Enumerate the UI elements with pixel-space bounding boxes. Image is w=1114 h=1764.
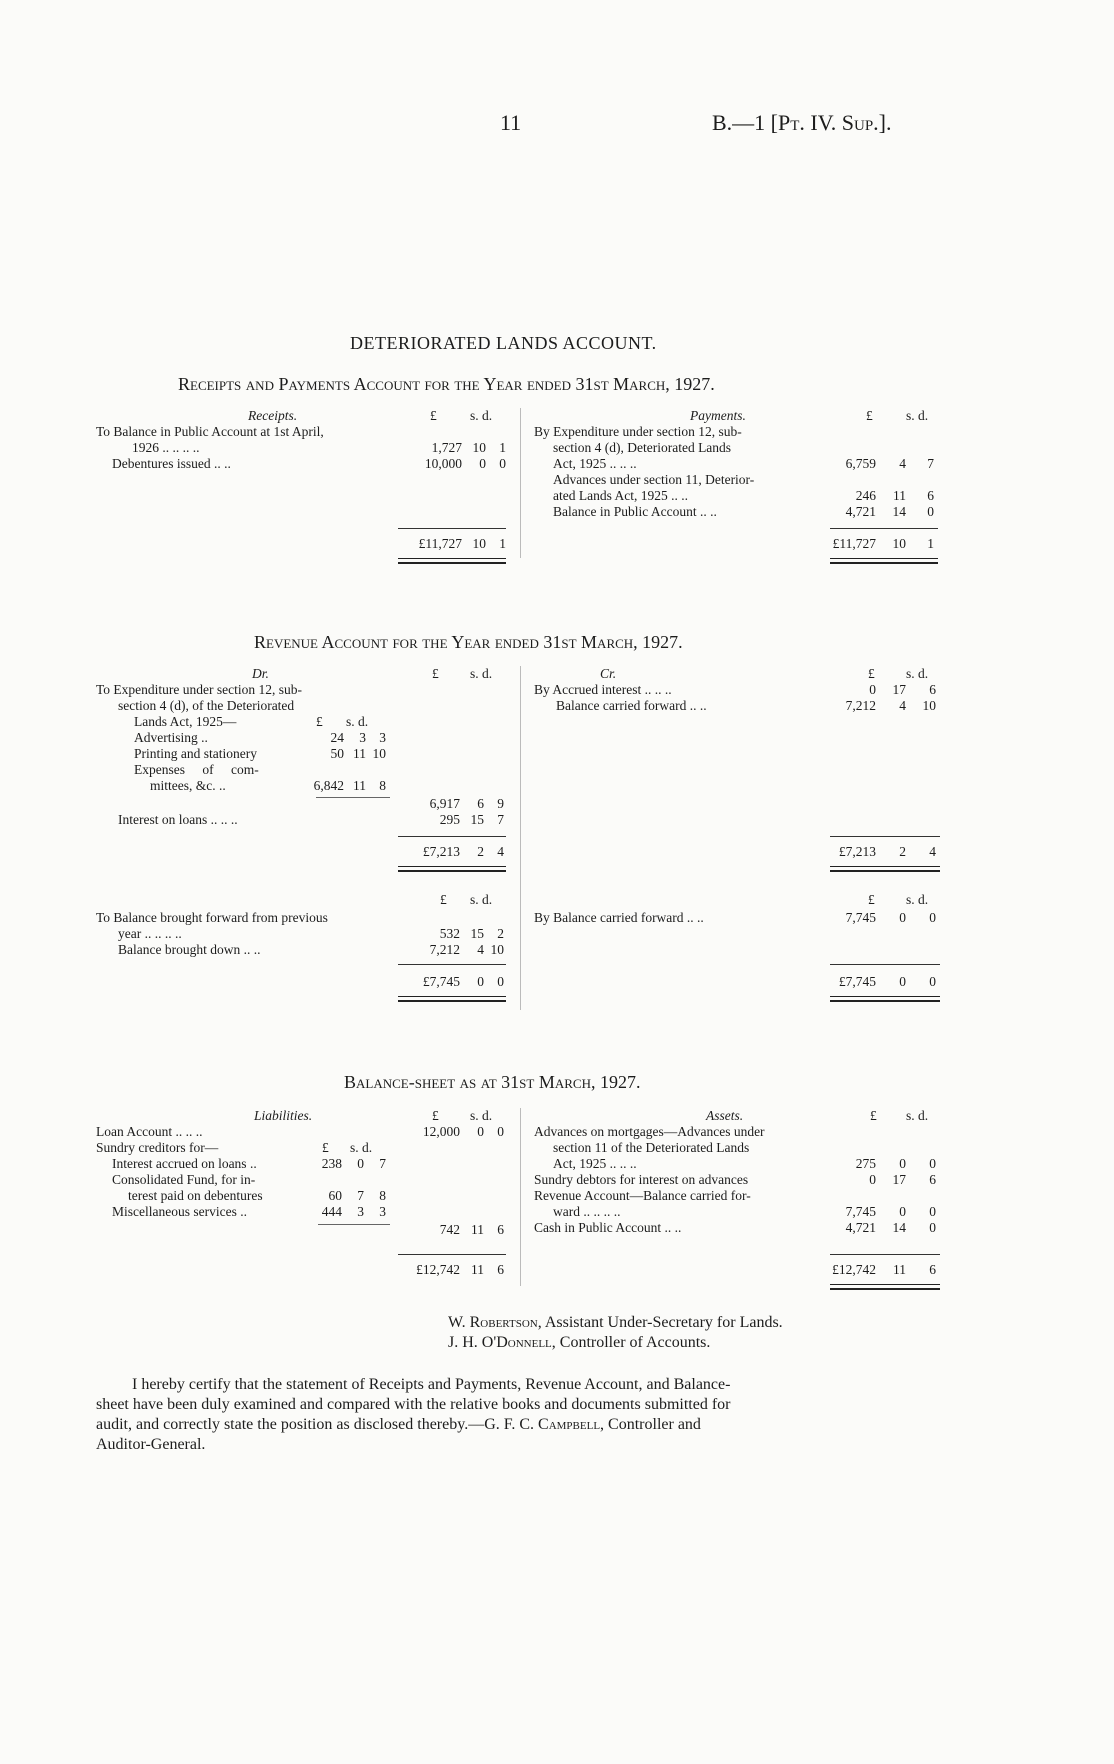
rev-heading: Revenue Account for the Year ended 31st March, 1927. [254,632,683,652]
bs-right-line-6-d: 0 [929,1204,936,1219]
rev-left-line-4-d: 3 [379,730,386,745]
rev-left2-cur-header: £ [440,892,447,907]
rev-right-line-1-s: 17 [892,682,906,697]
rp-right-total-double-rule [830,558,938,564]
rev-right-total-rule [830,836,940,837]
rev-cr-title: Cr. [600,666,617,681]
rev-right-line-2: Balance carried forward .. .. [556,698,707,713]
bs-left-line-5-d: 8 [379,1188,386,1203]
signature-1-title: , Assistant Under-Secretary for Lands. [537,1314,783,1331]
rev-left-line-8-amount: 295 [439,812,460,827]
rev-right2-line-1-amount: 7,745 [845,910,876,925]
bs-left-line-2: Sundry creditors for— [96,1140,219,1155]
rp-right-line-2: section 4 (d), Deteriorated Lands [553,440,732,455]
bs-right-line-6-s: 0 [899,1204,906,1219]
rev-right-line-2-amount: 7,212 [845,698,876,713]
rev-left2-total: £7,745 [422,974,460,989]
rp-right-line-3-s: 4 [899,456,906,471]
bs-left-cur-header: £ [432,1108,439,1123]
rp-payments-title: Payments. [690,408,746,423]
rev-left-line-7-s: 11 [353,778,366,793]
rev-left-line-8-d: 7 [497,812,504,827]
bs-left-line-6-s: 3 [357,1204,364,1219]
rev-left2-total-rule [398,964,506,965]
rev-left-subtotal-s: 6 [477,796,484,811]
bs-left-line-1-s: 0 [477,1124,484,1139]
rev-right2-total-d: 0 [929,974,936,989]
rp-right-sd-header: s. d. [906,408,929,423]
rev-right2-total-rule [830,964,940,965]
rev-left2-line-1: To Balance brought forward from previous [96,910,328,925]
rp-right-line-5: ated Lands Act, 1925 .. .. [553,488,688,503]
rev-left-line-5-d: 10 [372,746,386,761]
rev-left-subtotal-amount: 6,917 [429,796,460,811]
rev-left-sd-header: s. d. [470,666,493,681]
rev-right-total-d: 4 [929,844,936,859]
rev-right-line-1-amount: 0 [869,682,876,697]
signature-2 [448,1334,710,1352]
rev-left-line-1: To Expenditure under section 12, sub- [96,682,303,697]
bs-right-line-4: Sundry debtors for interest on advances [534,1172,749,1187]
page-title: DETERIORATED LANDS ACCOUNT. [350,333,657,353]
bs-left-total: £12,742 [416,1262,460,1277]
rp-left-line-3-amount: 10,000 [424,456,462,471]
bs-right-sd-header: s. d. [906,1108,929,1123]
bs-left-total-d: 6 [497,1262,504,1277]
bs-left-line-3: Interest accrued on loans .. [112,1156,257,1171]
rp-right-line-6-s: 14 [892,504,906,519]
signature-2-title: , Controller of Accounts. [551,1334,711,1351]
certification-line-1: I hereby certify that the statement of Receipts and Payments, Revenue Account, and Balance- [132,1376,731,1393]
rev-left-line-7-d: 8 [379,778,386,793]
rev-left-line-5-s: 11 [353,746,366,761]
bs-right-total-double-rule [830,1284,940,1290]
rev-left2-total-s: 0 [477,974,484,989]
bs-left-subtotal-amount: 742 [439,1222,460,1237]
rp-right-total: £11,727 [832,536,876,551]
bs-right-line-6: ward .. .. .. .. [553,1204,621,1219]
bs-right-line-3: Act, 1925 .. .. .. [553,1156,637,1171]
bs-right-line-4-amount: 0 [869,1172,876,1187]
rev-column-separator [520,666,521,1010]
rev-right-line-2-s: 4 [899,698,906,713]
rev-right-line-2-d: 10 [922,698,936,713]
bs-left-line-5-amount: 60 [328,1188,342,1203]
bs-right-line-1: Advances on mortgages—Advances under [534,1124,765,1139]
rev-dr-title: Dr. [252,666,269,681]
bs-right-line-7-amount: 4,721 [845,1220,876,1235]
bs-right-line-4-d: 6 [929,1172,936,1187]
rev-left2-line-3-amount: 7,212 [429,942,460,957]
rev-left2-line-3-s: 4 [477,942,484,957]
rev-left2-line-2-s: 15 [470,926,484,941]
bs-left-sd-header: s. d. [470,1108,493,1123]
rev-left-cur-header: £ [432,666,439,681]
bs-right-total-s: 11 [893,1262,906,1277]
rev-left-line-3-sd: s. d. [346,714,369,729]
bs-left-line-1-amount: 12,000 [422,1124,460,1139]
rp-receipts-title: Receipts. [248,408,298,423]
rev-left-line-5-amount: 50 [330,746,344,761]
certification-line-3-text: audit, and correctly state the position as disclosed thereby.—G. F. C. [96,1416,539,1433]
rev-right2-sd-header: s. d. [906,892,929,907]
rev-right-total-s: 2 [899,844,906,859]
bs-left-line-6-d: 3 [379,1204,386,1219]
bs-left-total-s: 11 [471,1262,484,1277]
rp-right-line-4: Advances under section 11, Deterior- [553,472,755,487]
bs-right-line-2: section 11 of the Deteriorated Lands [553,1140,750,1155]
rev-right-sd-header: s. d. [906,666,929,681]
rev-left2-line-2-amount: 532 [439,926,460,941]
rev-right2-total-double-rule [830,996,940,1002]
bs-left-line-2-cur: £ [322,1140,329,1155]
page-number: 11 [500,110,522,135]
rev-left-line-8: Interest on loans .. .. .. [118,812,238,827]
bs-left-line-3-s: 0 [357,1156,364,1171]
bs-right-total-rule [830,1254,940,1255]
bs-left-line-6: Miscellaneous services .. [112,1204,247,1219]
rp-right-line-3: Act, 1925 .. .. .. [553,456,637,471]
bs-left-line-3-amount: 238 [321,1156,342,1171]
bs-left-subtotal-rule [318,1224,390,1225]
bs-left-subtotal-d: 6 [497,1222,504,1237]
rp-left-sd-header: s. d. [470,408,493,423]
rp-left-total-d: 1 [499,536,506,551]
bs-assets-title: Assets. [706,1108,744,1123]
rev-left-line-8-s: 15 [470,812,484,827]
bs-left-line-1: Loan Account .. .. .. [96,1124,203,1139]
rev-left-total: £7,213 [422,844,460,859]
rp-right-line-6-d: 0 [927,504,934,519]
rp-left-cur-header: £ [430,408,437,423]
rev-right-line-1-d: 6 [929,682,936,697]
rev-left-line-4-s: 3 [359,730,366,745]
document-reference: B.—1 [Pt. IV. Sup.]. [712,110,892,135]
bs-right-line-3-amount: 275 [855,1156,876,1171]
rp-left-line-2-d: 1 [499,440,506,455]
rp-right-total-s: 10 [892,536,906,551]
bs-right-line-6-amount: 7,745 [845,1204,876,1219]
rp-left-line-2-s: 10 [472,440,486,455]
rev-left2-sd-header: s. d. [470,892,493,907]
rp-left-line-3-s: 0 [479,456,486,471]
bs-left-line-1-d: 0 [497,1124,504,1139]
rev-left-total-d: 4 [497,844,504,859]
rp-left-line-3: Debentures issued .. .. [112,456,231,471]
rp-right-line-5-s: 11 [893,488,906,503]
rp-heading: Receipts and Payments Account for the Year ended 31st March, 1927. [178,374,715,394]
rev-left2-line-2: year .. .. .. .. [118,926,182,941]
rev-left-line-7-amount: 6,842 [313,778,344,793]
signature-1 [448,1314,783,1332]
rev-left2-line-3: Balance brought down .. .. [118,942,261,957]
rev-left-total-s: 2 [477,844,484,859]
rp-right-line-3-amount: 6,759 [845,456,876,471]
rp-left-total-s: 10 [472,536,486,551]
rev-left-line-4: Advertising .. [134,730,208,745]
bs-right-line-7-s: 14 [892,1220,906,1235]
bs-right-line-4-s: 17 [892,1172,906,1187]
rev-right2-total-s: 0 [899,974,906,989]
bs-left-line-6-amount: 444 [321,1204,342,1219]
rev-left-line-5: Printing and stationery [134,746,257,761]
rev-right-total-double-rule [830,866,940,872]
certification-line-3-end: , Controller and [600,1416,701,1433]
rp-column-separator [520,408,521,558]
rev-left-subtotal-d: 9 [497,796,504,811]
rev-right-line-1: By Accrued interest .. .. .. [534,682,672,697]
rp-right-line-5-amount: 246 [855,488,876,503]
rp-left-line-2-amount: 1,727 [431,440,462,455]
rp-right-line-6-amount: 4,721 [845,504,876,519]
rev-left-line-6: Expenses of com- [134,762,259,777]
rp-left-total-rule [398,528,506,529]
rev-right2-cur-header: £ [868,892,875,907]
bs-left-line-5: terest paid on debentures [128,1188,263,1203]
rev-right2-total: £7,745 [838,974,876,989]
rev-left2-line-3-d: 10 [490,942,504,957]
bs-right-line-5: Revenue Account—Balance carried for- [534,1188,751,1203]
bs-column-separator [520,1108,521,1286]
bs-right-line-7: Cash in Public Account .. .. [534,1220,682,1235]
bs-left-line-5-s: 7 [357,1188,364,1203]
rev-left2-line-2-d: 2 [497,926,504,941]
rev-left-line-4-amount: 24 [330,730,344,745]
rev-left-total-rule [398,836,506,837]
rev-left-line-2: section 4 (d), of the Deteriorated [118,698,295,713]
rev-right2-line-1-s: 0 [899,910,906,925]
rp-right-line-1: By Expenditure under section 12, sub- [534,424,742,439]
rev-left-total-double-rule [398,866,506,872]
rev-right-total: £7,213 [838,844,876,859]
bs-left-line-2-sd: s. d. [350,1140,373,1155]
auditor-name: Campbell [538,1416,601,1433]
rp-right-line-6: Balance in Public Account .. .. [553,504,717,519]
rp-right-total-rule [830,528,938,529]
rev-left-line-3: Lands Act, 1925— [134,714,237,729]
rev-left-subtotal-rule [316,797,390,798]
certification-line-4: Auditor-General. [96,1436,206,1453]
bs-right-cur-header: £ [870,1108,877,1123]
rp-left-total-double-rule [398,558,506,564]
bs-left-subtotal-s: 11 [471,1222,484,1237]
rev-left-line-7: mittees, &c. .. [150,778,226,793]
rp-right-cur-header: £ [866,408,873,423]
certification-line-2: sheet have been duly examined and compared with the relative books and documents submitted for [96,1396,731,1413]
signature-1-name: W. Robertson [448,1314,538,1331]
rp-right-line-5-d: 6 [927,488,934,503]
rev-left-line-3-cur: £ [316,714,323,729]
rp-right-line-3-d: 7 [927,456,934,471]
bs-right-line-3-d: 0 [929,1156,936,1171]
rp-left-line-1: To Balance in Public Account at 1st April, [96,424,324,439]
certification-line-3 [96,1416,701,1434]
bs-heading: Balance-sheet as at 31st March, 1927. [344,1072,641,1092]
bs-liabilities-title: Liabilities. [254,1108,313,1123]
rp-left-total: £11,727 [418,536,462,551]
rev-right2-line-1: By Balance carried forward .. .. [534,910,704,925]
bs-left-total-rule [398,1254,506,1255]
bs-right-line-7-d: 0 [929,1220,936,1235]
rp-left-line-2: 1926 .. .. .. .. [132,440,200,455]
bs-right-line-3-s: 0 [899,1156,906,1171]
rev-left2-total-d: 0 [497,974,504,989]
rp-right-total-d: 1 [927,536,934,551]
rev-right2-line-1-d: 0 [929,910,936,925]
signature-2-name: J. H. O'Donnell [448,1334,552,1351]
rev-left2-total-double-rule [398,996,506,1002]
bs-right-total: £12,742 [832,1262,876,1277]
bs-left-line-3-d: 7 [379,1156,386,1171]
bs-right-total-d: 6 [929,1262,936,1277]
rev-right-cur-header: £ [868,666,875,681]
bs-left-line-4: Consolidated Fund, for in- [112,1172,256,1187]
rp-left-line-3-d: 0 [499,456,506,471]
